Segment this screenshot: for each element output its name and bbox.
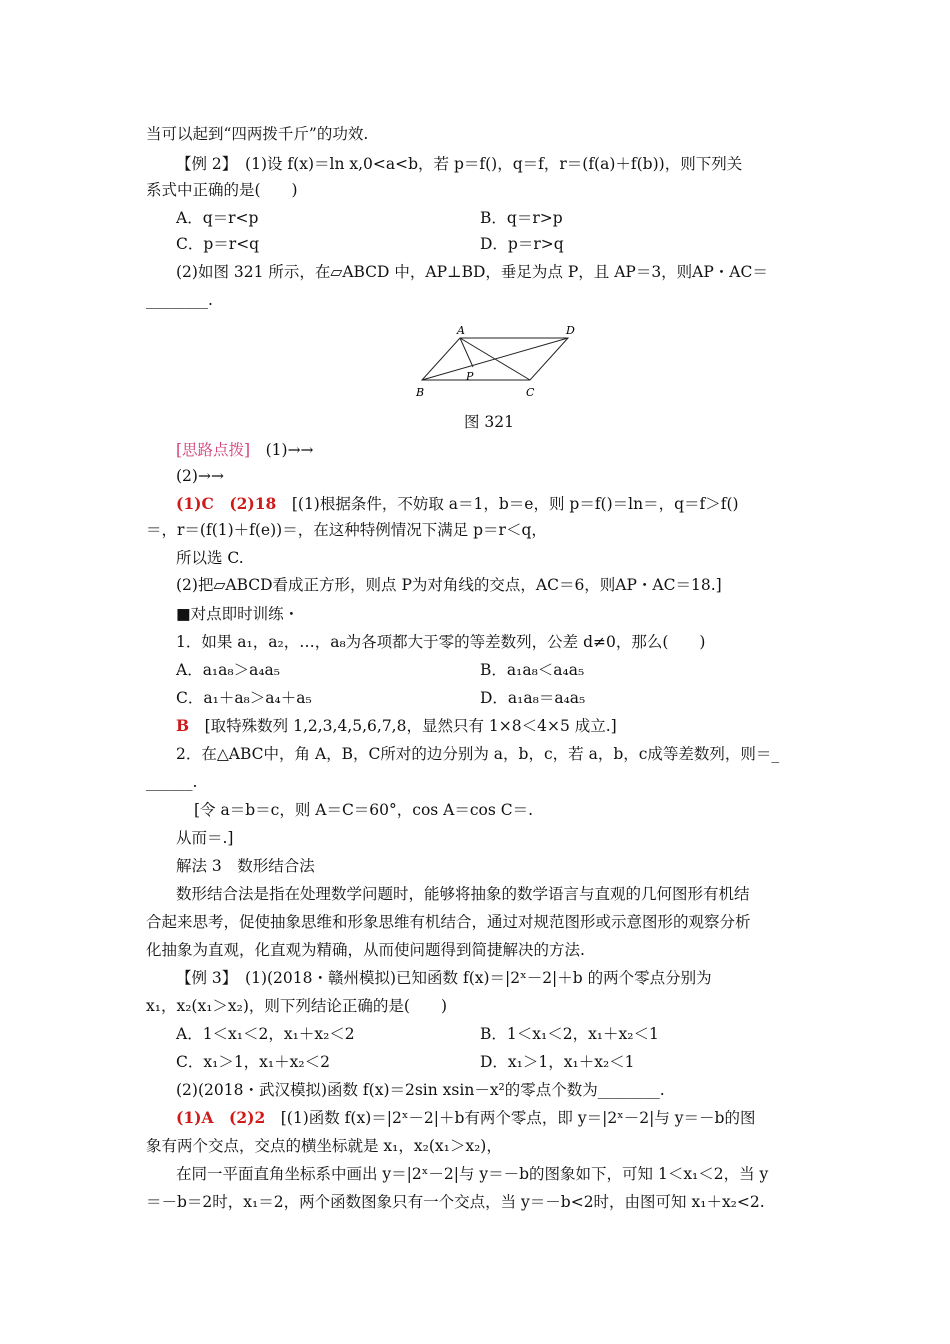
text-line: 所以选 C.: [176, 549, 244, 567]
text-line: [令 a＝b＝c，则 A＝C＝60°，cos A＝cos C＝.: [194, 801, 534, 819]
vertex-label-a: A: [457, 324, 465, 337]
text-line: ＝－b＝2时，x₁＝2，两个函数图象只有一个交点，当 y＝－b<2时，由图可知 x₁＋x₂<2.: [146, 1193, 765, 1211]
text-line: 在同一平面直角坐标系中画出 y＝|2ˣ－2|与 y＝－b的图象如下，可知 1＜x₁＜2，当 y: [176, 1165, 769, 1183]
hint-line-2: (2)→→: [176, 467, 224, 485]
solution-line: (1)C (2)18 [(1)根据条件，不妨取 a＝1，b＝e，则 p＝f()＝ln＝，q＝f＞f(): [176, 494, 739, 513]
option-a: A．q＝r<p: [176, 209, 259, 227]
exercise-2: 2．在△ABC中，角 A，B，C所对的边分别为 a，b，c，若 a，b，c成等差数列，则＝_: [176, 745, 780, 763]
question-part-2: (2)如图 321 所示，在▱ABCD 中，AP⊥BD，垂足为点 P，且 AP＝3，则AP・AC＝: [176, 263, 768, 281]
hint-line: [思路点拨] (1)→→: [176, 441, 314, 459]
answer-label: (2)2: [229, 1108, 266, 1127]
option-b: B．a₁a₈＜a₄a₅: [480, 661, 585, 679]
text-line: ＝，r＝(f(1)＋f(e))＝，在这种特例情况下满足 p＝r＜q，: [146, 521, 547, 539]
option-a: A．1＜x₁＜2，x₁＋x₂＜2: [176, 1025, 355, 1043]
example-2-question: 【例 2】 (1)设 f(x)＝ln x,0<a<b，若 p＝f()，q＝f，r＝(f(a)＋f(b))，则下列关: [176, 155, 743, 173]
vertex-label-d: D: [566, 324, 575, 337]
paragraph-line: 合起来思考，促使抽象思维和形象思维有机结合，通过对规范图形或示意图形的观察分析: [146, 913, 751, 931]
answer-blank: ______.: [146, 773, 198, 791]
vertex-label-b: B: [416, 386, 425, 399]
option-c: C．a₁＋a₈＞a₄＋a₅: [176, 689, 312, 707]
option-c: C．x₁＞1，x₁＋x₂＜2: [176, 1053, 330, 1071]
text-line: (2)把▱ABCD看成正方形，则点 P为对角线的交点，AC＝6，则AP・AC＝18.]: [176, 576, 722, 594]
option-d: D．a₁a₈＝a₄a₅: [480, 689, 586, 707]
question-part-2: (2)(2018・武汉模拟)函数 f(x)＝2sin xsin－x²的零点个数为________.: [176, 1081, 665, 1099]
text-line: 象有两个交点，交点的横坐标就是 x₁，x₂(x₁＞x₂)，: [146, 1137, 502, 1155]
option-b: B．q＝r>p: [480, 209, 563, 227]
exercise-1: 1．如果 a₁，a₂，…，a₈为各项都大于零的等差数列，公差 d≠0，那么( ): [176, 633, 706, 651]
text-line: 从而＝.]: [176, 829, 234, 847]
parallelogram-figure: [410, 322, 585, 404]
figure-caption: 图 321: [464, 413, 515, 431]
solution-line: (1)A (2)2 [(1)函数 f(x)＝|2ˣ－2|＋b有两个零点，即 y＝|2ˣ－2|与 y＝－b的图: [176, 1108, 756, 1127]
text-line: 系式中正确的是( ): [146, 181, 298, 199]
solution-line: B [取特殊数列 1,2,3,4,5,6,7,8，显然只有 1×8＜4×5 成立.]: [176, 716, 617, 735]
text-line: x₁，x₂(x₁＞x₂)，则下列结论正确的是( ): [146, 997, 448, 1015]
section-heading: ■对点即时训练・: [176, 605, 300, 623]
hint-tag: [思路点拨]: [176, 441, 251, 459]
vertex-label-c: C: [526, 386, 535, 399]
option-b: B．1＜x₁＜2，x₁＋x₂＜1: [480, 1025, 659, 1043]
method-heading: 解法 3 数形结合法: [176, 857, 315, 875]
answer-blank: ________.: [146, 291, 213, 309]
point-label-p: P: [466, 370, 474, 383]
paragraph-line: 化抽象为直观，化直观为精确，从而使问题得到简捷解决的方法.: [146, 941, 585, 959]
text-line: 当可以起到“四两拨千斤”的功效.: [146, 125, 369, 143]
paragraph-line: 数形结合法是指在处理数学问题时，能够将抽象的数学语言与直观的几何图形有机结: [176, 885, 750, 903]
option-d: D．x₁＞1，x₁＋x₂＜1: [480, 1053, 635, 1071]
answer-label: B: [176, 716, 190, 735]
answer-label: (1)C: [176, 494, 214, 513]
option-c: C．p＝r<q: [176, 235, 260, 253]
answer-label: (1)A: [176, 1108, 214, 1127]
example-3-question: 【例 3】 (1)(2018・赣州模拟)已知函数 f(x)＝|2ˣ－2|＋b 的两个零点分别为: [176, 969, 712, 987]
option-a: A．a₁a₈＞a₄a₅: [176, 661, 281, 679]
option-d: D．p＝r>q: [480, 235, 564, 253]
answer-label: (2)18: [229, 494, 277, 513]
